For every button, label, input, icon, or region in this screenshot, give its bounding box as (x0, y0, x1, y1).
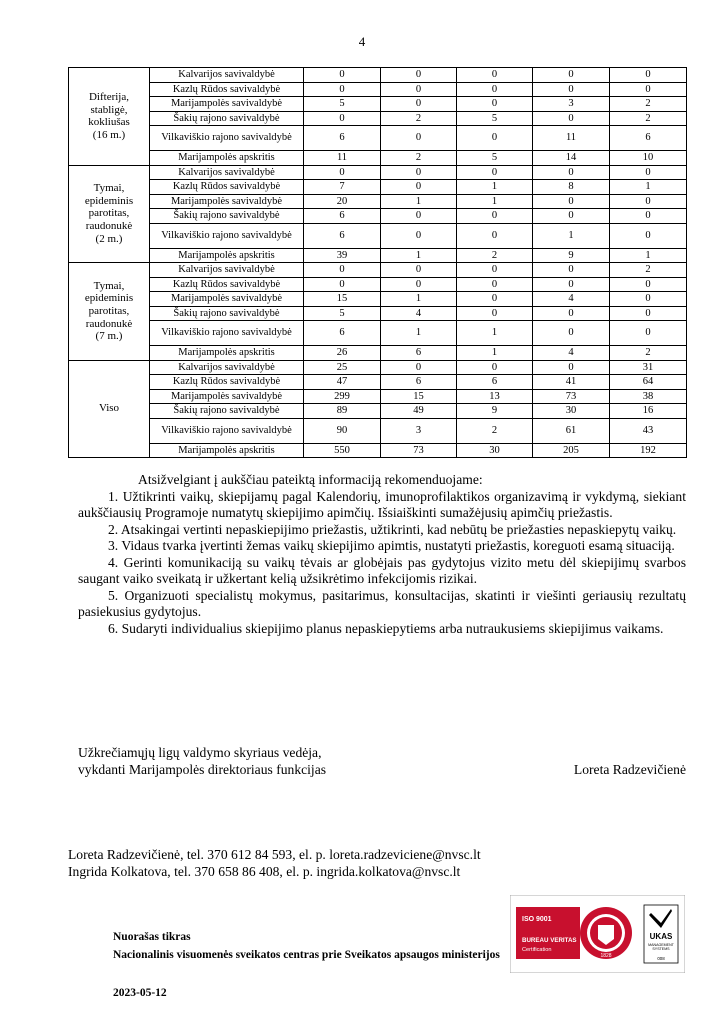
value-cell: 5 (457, 111, 533, 126)
signatory-title: Užkrečiamųjų ligų valdymo skyriaus vedėja, (78, 745, 322, 760)
area-cell: Šakių rajono savivaldybė (150, 404, 304, 419)
bv-label: BUREAU VERITAS (522, 937, 577, 944)
value-cell: 0 (304, 277, 381, 292)
value-cell: 0 (457, 292, 533, 307)
group-label-line: (7 m.) (95, 330, 123, 343)
value-cell: 0 (457, 82, 533, 97)
svg-text:1828: 1828 (600, 953, 612, 959)
recommendation-item: 5. Organizuoti specialistų mokymus, pasitarimus, konsultacijas, skatinti ir viešinti geriausių rezultatų pasiekusius gydytojus. (78, 587, 686, 619)
area-cell: Kalvarijos savivaldybė (150, 263, 304, 278)
value-cell: 9 (457, 404, 533, 419)
value-cell: 15 (381, 389, 457, 404)
value-cell: 8 (533, 180, 610, 195)
value-cell: 1 (381, 321, 457, 346)
recommendation-item: 6. Sudaryti individualius skiepijimo planus nepaskiepytiems arba nutraukusiems skiepijimus vaikams. (108, 620, 664, 636)
table-row (69, 292, 687, 307)
value-cell: 1 (457, 180, 533, 195)
copy-label: Nuorašas tikras (113, 931, 191, 943)
contact-line: Ingrida Kolkatova, tel. 370 658 86 408, el. p. ingrida.kolkatova@nvsc.lt (68, 864, 461, 879)
contact-line: Loreta Radzevičienė, tel. 370 612 84 593, el. p. loreta.radzeviciene@nvsc.lt (68, 847, 481, 862)
group-label (69, 263, 150, 361)
table-row (69, 277, 687, 292)
value-cell: 0 (304, 111, 381, 126)
group-label-line: Tymai, (93, 279, 125, 292)
value-cell: 0 (381, 223, 457, 248)
table-row (69, 321, 687, 346)
area-cell: Vilkaviškio rajono savivaldybė (150, 321, 304, 346)
area-cell: Kazlų Rūdos savivaldybė (150, 180, 304, 195)
value-cell: 11 (304, 151, 381, 166)
value-cell: 6 (381, 375, 457, 390)
value-cell: 0 (381, 277, 457, 292)
value-cell: 7 (304, 180, 381, 195)
area-cell: Kazlų Rūdos savivaldybė (150, 277, 304, 292)
value-cell: 550 (304, 443, 381, 458)
group-label-line: kokliušas (88, 116, 130, 129)
value-cell: 11 (533, 126, 610, 151)
value-cell: 0 (457, 360, 533, 375)
value-cell: 0 (457, 209, 533, 224)
value-cell: 4 (533, 292, 610, 307)
table-row (69, 404, 687, 419)
group-label-line: raudonukė (85, 220, 133, 233)
bv-certification: Certification (522, 947, 552, 953)
svg-text:MANAGEMENT: MANAGEMENT (648, 943, 674, 947)
value-cell: 0 (381, 165, 457, 180)
table-row (69, 194, 687, 209)
value-cell: 6 (381, 346, 457, 361)
value-cell: 25 (304, 360, 381, 375)
recommendation-item: 1. Užtikrinti vaikų, skiepijamų pagal Kalendorių, imunoprofilaktikos organizavimą ir vykdymą, siekiant aukščiausių Programoje numatytų skiepijimo apimčių. Išsiaiškinti sumažėjusių apimčių priežastis. (78, 488, 686, 520)
value-cell: 0 (533, 277, 610, 292)
value-cell: 0 (533, 321, 610, 346)
value-cell: 0 (533, 360, 610, 375)
value-cell: 6 (304, 321, 381, 346)
table-row (69, 375, 687, 390)
table-row (69, 223, 687, 248)
value-cell: 0 (533, 263, 610, 278)
group-label-line: (2 m.) (95, 232, 123, 245)
institution-name: Nacionalinis visuomenės sveikatos centras prie Sveikatos apsaugos ministerijos (113, 949, 500, 961)
value-cell: 1 (610, 248, 687, 263)
vaccination-table-body (69, 68, 687, 458)
table-row (69, 418, 687, 443)
group-label-line: Tymai, (93, 182, 125, 195)
signature-block (78, 745, 686, 778)
value-cell: 16 (610, 404, 687, 419)
ukas-mark (644, 905, 678, 963)
value-cell: 1 (381, 248, 457, 263)
value-cell: 0 (610, 277, 687, 292)
value-cell: 2 (381, 111, 457, 126)
svg-text:SYSTEMS: SYSTEMS (652, 947, 670, 951)
vaccination-table (68, 67, 687, 458)
value-cell: 0 (610, 223, 687, 248)
page-number: 4 (358, 34, 366, 49)
certification-logo (510, 895, 685, 973)
value-cell: 0 (610, 194, 687, 209)
value-cell: 47 (304, 375, 381, 390)
recommendation-item: 2. Atsakingai vertinti nepaskiepijimo priežastis, užtikrinti, kad nebūtų be priežasties nepaskiepytų vaikų. (108, 521, 677, 537)
value-cell: 0 (304, 263, 381, 278)
area-cell: Kalvarijos savivaldybė (150, 360, 304, 375)
value-cell: 41 (533, 375, 610, 390)
value-cell: 0 (381, 97, 457, 112)
value-cell: 6 (457, 375, 533, 390)
bv-seal-icon (580, 907, 632, 959)
value-cell: 0 (457, 165, 533, 180)
value-cell: 0 (533, 209, 610, 224)
recommendations-intro: Atsižvelgiant į aukščiau pateiktą informaciją rekomenduojame: (138, 472, 483, 487)
value-cell: 43 (610, 418, 687, 443)
value-cell: 6 (610, 126, 687, 151)
value-cell: 64 (610, 375, 687, 390)
value-cell: 0 (610, 68, 687, 83)
value-cell: 73 (381, 443, 457, 458)
value-cell: 6 (304, 126, 381, 151)
value-cell: 0 (610, 209, 687, 224)
group-label-line: epideminis (84, 292, 134, 305)
table-row (69, 389, 687, 404)
value-cell: 0 (533, 111, 610, 126)
copy-date: 2023-05-12 (113, 987, 167, 999)
group-label-line: parotitas, (88, 304, 130, 317)
signatory-role: vykdanti Marijampolės direktoriaus funkcijas (78, 761, 327, 777)
table-row (69, 111, 687, 126)
value-cell: 15 (304, 292, 381, 307)
value-cell: 61 (533, 418, 610, 443)
recommendations (78, 472, 686, 637)
group-label-line: Difterija, (88, 90, 129, 103)
value-cell: 2 (381, 151, 457, 166)
value-cell: 13 (457, 389, 533, 404)
value-cell: 0 (381, 68, 457, 83)
area-cell: Šakių rajono savivaldybė (150, 209, 304, 224)
value-cell: 0 (610, 292, 687, 307)
value-cell: 0 (610, 321, 687, 346)
value-cell: 0 (457, 97, 533, 112)
value-cell: 0 (457, 126, 533, 151)
value-cell: 2 (610, 111, 687, 126)
area-cell: Šakių rajono savivaldybė (150, 306, 304, 321)
value-cell: 73 (533, 389, 610, 404)
value-cell: 2 (610, 263, 687, 278)
value-cell: 31 (610, 360, 687, 375)
table-row (69, 360, 687, 375)
value-cell: 9 (533, 248, 610, 263)
group-label (69, 68, 150, 166)
area-cell: Vilkaviškio rajono savivaldybė (150, 223, 304, 248)
value-cell: 4 (533, 346, 610, 361)
value-cell: 0 (457, 306, 533, 321)
area-cell: Kalvarijos savivaldybė (150, 165, 304, 180)
table-row (69, 306, 687, 321)
value-cell: 0 (610, 82, 687, 97)
value-cell: 0 (533, 82, 610, 97)
value-cell: 1 (533, 223, 610, 248)
table-row (69, 180, 687, 195)
value-cell: 0 (381, 263, 457, 278)
value-cell: 0 (381, 126, 457, 151)
area-cell: Vilkaviškio rajono savivaldybė (150, 126, 304, 151)
group-label-line: raudonukė (85, 317, 133, 330)
value-cell: 5 (457, 151, 533, 166)
group-label-line: (16 m.) (92, 128, 126, 141)
value-cell: 192 (610, 443, 687, 458)
value-cell: 2 (610, 97, 687, 112)
value-cell: 90 (304, 418, 381, 443)
value-cell: 1 (457, 321, 533, 346)
value-cell: 0 (533, 68, 610, 83)
table-row (69, 68, 687, 83)
value-cell: 0 (304, 68, 381, 83)
value-cell: 0 (533, 165, 610, 180)
value-cell: 4 (381, 306, 457, 321)
value-cell: 6 (304, 209, 381, 224)
area-cell: Marijampolės apskritis (150, 443, 304, 458)
value-cell: 1 (381, 194, 457, 209)
group-label-line: epideminis (84, 194, 134, 207)
iso-label: ISO 9001 (522, 916, 552, 923)
value-cell: 0 (533, 306, 610, 321)
area-cell: Vilkaviškio rajono savivaldybė (150, 418, 304, 443)
value-cell: 0 (533, 194, 610, 209)
value-cell: 39 (304, 248, 381, 263)
value-cell: 0 (304, 82, 381, 97)
value-cell: 38 (610, 389, 687, 404)
value-cell: 3 (381, 418, 457, 443)
table-row (69, 443, 687, 458)
area-cell: Marijampolės savivaldybė (150, 194, 304, 209)
value-cell: 30 (457, 443, 533, 458)
area-cell: Kalvarijos savivaldybė (150, 68, 304, 83)
area-cell: Marijampolės apskritis (150, 346, 304, 361)
value-cell: 0 (610, 165, 687, 180)
table-row (69, 151, 687, 166)
value-cell: 6 (304, 223, 381, 248)
table-row (69, 126, 687, 151)
value-cell: 1 (457, 346, 533, 361)
group-label (69, 165, 150, 263)
area-cell: Marijampolės apskritis (150, 151, 304, 166)
value-cell: 0 (457, 263, 533, 278)
value-cell: 2 (457, 248, 533, 263)
value-cell: 205 (533, 443, 610, 458)
table-row (69, 97, 687, 112)
value-cell: 30 (533, 404, 610, 419)
value-cell: 49 (381, 404, 457, 419)
value-cell: 89 (304, 404, 381, 419)
value-cell: 2 (457, 418, 533, 443)
value-cell: 0 (381, 82, 457, 97)
area-cell: Šakių rajono savivaldybė (150, 111, 304, 126)
recommendation-item: 4. Gerinti komunikaciją su vaikų tėvais ar globėjais pas gydytojus vizito metu dėl skiepijimų svarbos saugant vaiko sveikatą ir užkertant kelią užsikrėtimo infekcijomis rizikai. (78, 554, 686, 586)
value-cell: 1 (381, 292, 457, 307)
table-row (69, 82, 687, 97)
value-cell: 0 (304, 165, 381, 180)
area-cell: Marijampolės savivaldybė (150, 292, 304, 307)
value-cell: 5 (304, 97, 381, 112)
value-cell: 20 (304, 194, 381, 209)
value-cell: 0 (457, 277, 533, 292)
value-cell: 0 (457, 223, 533, 248)
table-row (69, 209, 687, 224)
area-cell: Kazlų Rūdos savivaldybė (150, 375, 304, 390)
area-cell: Marijampolės savivaldybė (150, 389, 304, 404)
value-cell: 299 (304, 389, 381, 404)
value-cell: 0 (610, 306, 687, 321)
area-cell: Marijampolės apskritis (150, 248, 304, 263)
value-cell: 1 (457, 194, 533, 209)
group-label-line: Viso (98, 402, 120, 415)
table-row (69, 248, 687, 263)
value-cell: 0 (381, 180, 457, 195)
table-row (69, 346, 687, 361)
svg-text:008: 008 (657, 956, 665, 961)
value-cell: 0 (381, 360, 457, 375)
svg-text:UKAS: UKAS (649, 932, 673, 941)
value-cell: 14 (533, 151, 610, 166)
group-label (69, 360, 150, 458)
value-cell: 26 (304, 346, 381, 361)
table-row (69, 263, 687, 278)
value-cell: 0 (457, 68, 533, 83)
value-cell: 2 (610, 346, 687, 361)
value-cell: 1 (610, 180, 687, 195)
value-cell: 5 (304, 306, 381, 321)
area-cell: Marijampolės savivaldybė (150, 97, 304, 112)
group-label-line: parotitas, (88, 207, 130, 220)
table-row (69, 165, 687, 180)
signatory-name: Loreta Radzevičienė (573, 761, 686, 777)
certified-copy-footer (113, 928, 500, 1002)
group-label-line: stabligė, (90, 103, 128, 116)
contacts (68, 846, 481, 880)
area-cell: Kazlų Rūdos savivaldybė (150, 82, 304, 97)
value-cell: 10 (610, 151, 687, 166)
value-cell: 0 (381, 209, 457, 224)
value-cell: 3 (533, 97, 610, 112)
recommendation-item: 3. Vidaus tvarka įvertinti žemas vaikų skiepijimo apimtis, nustatyti priežastis, koreguoti esamą situaciją. (108, 538, 675, 553)
